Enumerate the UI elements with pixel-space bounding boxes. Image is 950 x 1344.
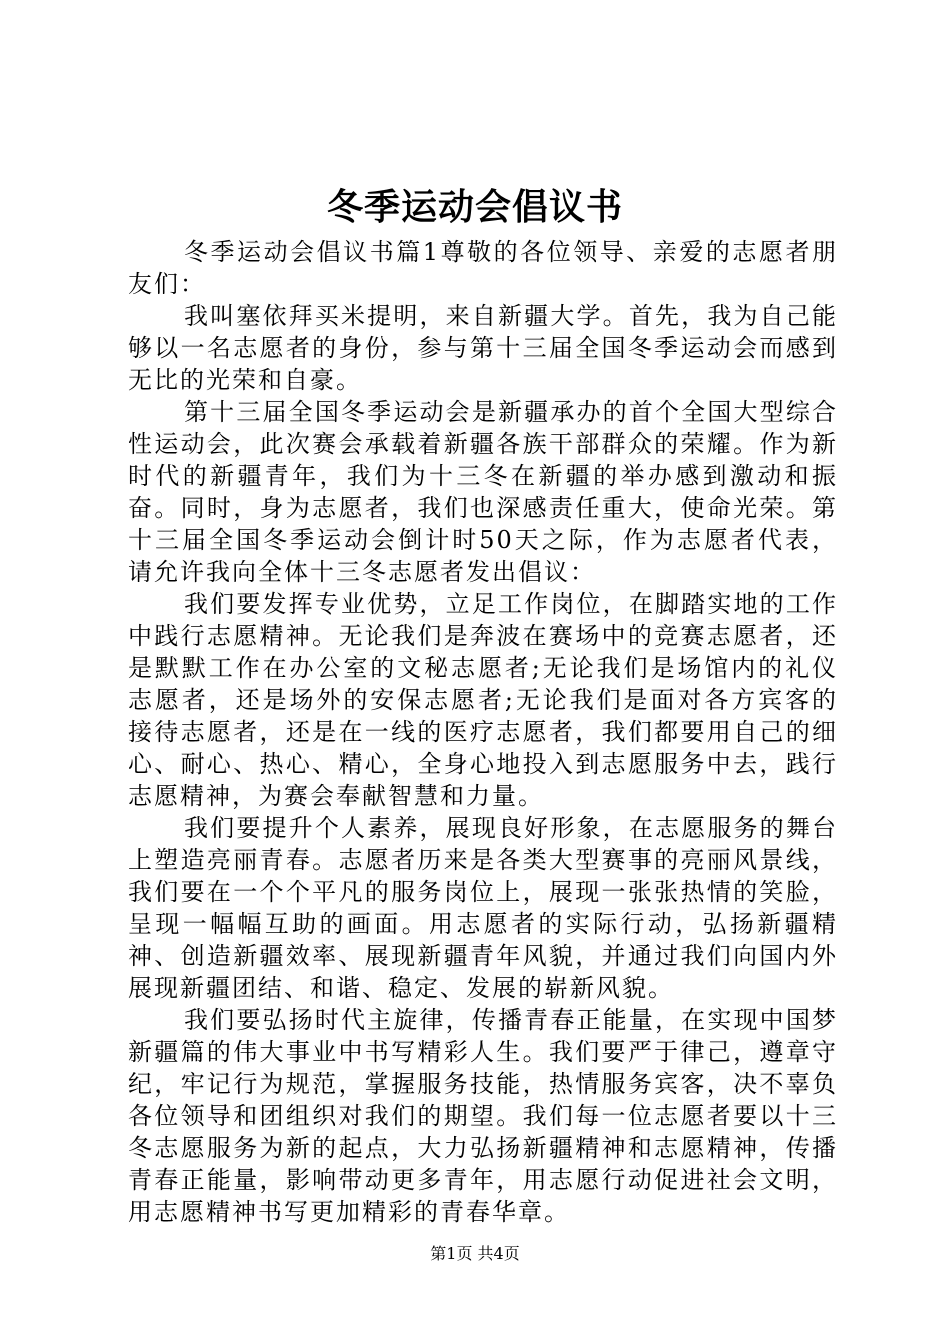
page-number-footer: 第1页 共4页: [430, 1244, 520, 1263]
document-title: 冬季运动会倡议书: [326, 186, 623, 228]
paragraph-initiative-2: 我们要提升个人素养，展现良好形象，在志愿服务的舞台上塑造亮丽青春。志愿者历来是各类大型赛事的亮丽风景线，我们要在一个个平凡的服务岗位上，展现一张张热情的笑脸，呈现一幅幅互助的画面。用志愿者的实际行动，弘扬新疆精神、创造新疆效率、展现新疆青年风貌，并通过我们向国内外展现新疆团结、和谐、稳定、发展的崭新风貌。: [128, 814, 838, 1002]
paragraph-initiative-3: 我们要弘扬时代主旋律，传播青春正能量，在实现中国梦新疆篇的伟大事业中书写精彩人生。我们要严于律己，遵章守纪，牢记行为规范，掌握服务技能，热情服务宾客，决不辜负各位领导和团组织对我们的期望。我们每一位志愿者要以十三冬志愿服务为新的起点，大力弘扬新疆精神和志愿精神，传播青春正能量，影响带动更多青年，用志愿行动促进社会文明，用志愿精神书写更加精彩的青春华章。: [128, 1006, 838, 1226]
paragraph-introduction: 我叫塞依拜买米提明，来自新疆大学。首先，我为自己能够以一名志愿者的身份，参与第十三届全国冬季运动会而感到无比的光荣和自豪。: [128, 302, 838, 394]
paragraph-greeting: 冬季运动会倡议书篇1尊敬的各位领导、亲爱的志愿者朋友们：: [128, 238, 838, 298]
paragraph-initiative-1: 我们要发挥专业优势，立足工作岗位，在脚踏实地的工作中践行志愿精神。无论我们是奔波在赛场中的竞赛志愿者，还是默默工作在办公室的文秘志愿者;无论我们是场馆内的礼仪志愿者，还是场外的安保志愿者;无论我们是面对各方宾客的接待志愿者，还是在一线的医疗志愿者，我们都要用自己的细心、耐心、热心、精心，全身心地投入到志愿服务中去，践行志愿精神，为赛会奉献智慧和力量。: [128, 590, 838, 810]
paragraph-background: 第十三届全国冬季运动会是新疆承办的首个全国大型综合性运动会，此次赛会承载着新疆各族干部群众的荣耀。作为新时代的新疆青年，我们为十三冬在新疆的举办感到激动和振奋。同时，身为志愿者，我们也深感责任重大，使命光荣。第十三届全国冬季运动会倒计时50天之际，作为志愿者代表，请允许我向全体十三冬志愿者发出倡议：: [128, 398, 838, 586]
document-body: [128, 236, 838, 1228]
